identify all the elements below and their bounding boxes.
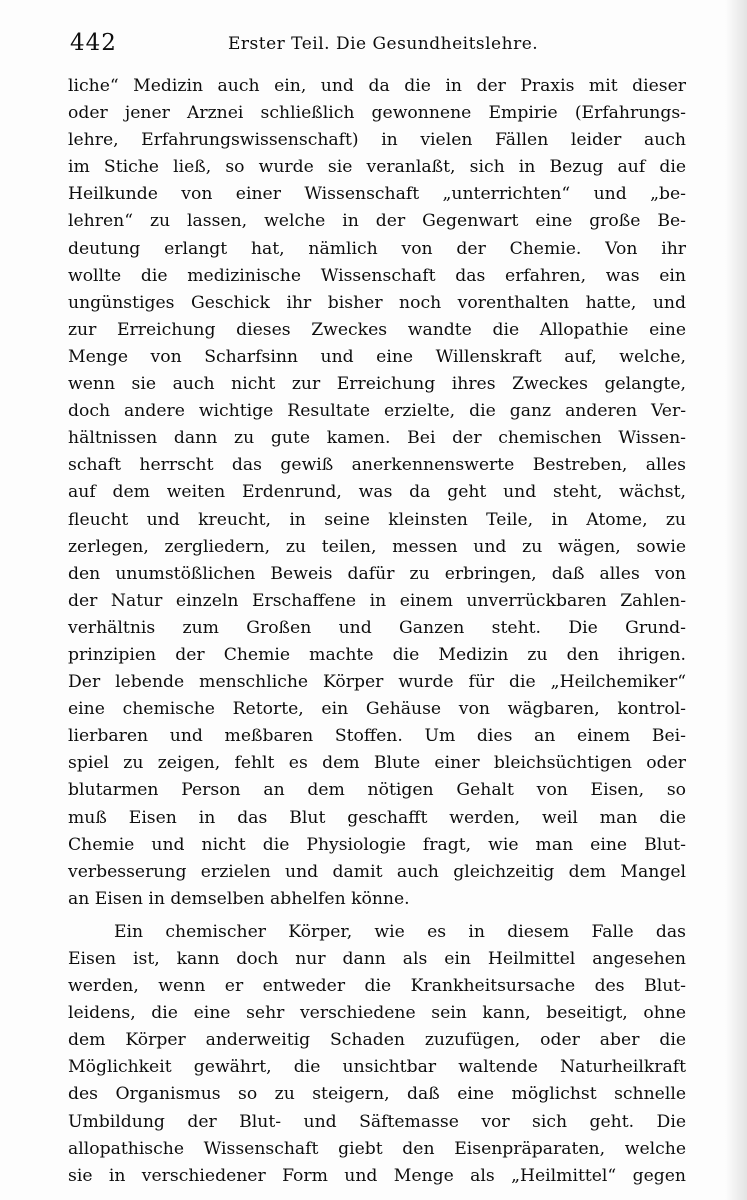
- paragraph-1: [68, 73, 686, 913]
- text-line: allopathische Wissenschaft giebt den Eisenpräparaten, welche: [68, 1138, 686, 1159]
- text-line: Chemie und nicht die Physiologie fragt, wie man eine Blut-: [68, 834, 686, 855]
- running-head: [70, 30, 690, 64]
- text-line: dem Körper anderweitig Schaden zuzufügen, oder aber die: [68, 1030, 686, 1051]
- text-line: Heilkunde von einer Wissenschaft „unterrichten“ und „be-: [68, 184, 686, 205]
- text-line: Ein chemischer Körper, wie es in diesem Falle das: [114, 921, 686, 942]
- text-line: ungünstiges Geschick ihr bisher noch vorenthalten hatte, und: [68, 292, 686, 313]
- running-head-title: Erster Teil. Die Gesundheitslehre.: [228, 34, 539, 54]
- text-line: eine chemische Retorte, ein Gehäuse von wägbaren, kontrol-: [68, 699, 686, 720]
- text-line: auf dem weiten Erdenrund, was da geht und steht, wächst,: [68, 482, 686, 503]
- text-line: prinzipien der Chemie machte die Medizin zu den ihrigen.: [68, 644, 686, 665]
- text-line: liche“ Medizin auch ein, und da die in der Praxis mit dieser: [68, 76, 686, 96]
- text-line: Eisen ist, kann doch nur dann als ein Heilmittel angesehen: [68, 949, 686, 969]
- text-line: Umbildung der Blut- und Säftemasse vor sich geht. Die: [68, 1111, 686, 1132]
- text-line: lehren“ zu lassen, welche in der Gegenwart eine große Be-: [68, 211, 686, 232]
- page-number: 442: [70, 30, 117, 56]
- text-line: Menge von Scharfsinn und eine Willenskraft auf, welche,: [68, 346, 686, 367]
- text-line: verhältnis zum Großen und Ganzen steht. Die Grund-: [68, 617, 686, 638]
- text-line: schaft herrscht das gewiß anerkennenswerte Bestreben, alles: [68, 455, 686, 476]
- page-edge-shadow: [725, 0, 747, 1200]
- text-line: Der lebende menschliche Körper wurde für die „Heilchemiker“: [68, 672, 686, 693]
- text-line: fleucht und kreucht, in seine kleinsten Teile, in Atome, zu: [68, 509, 686, 530]
- text-line: hältnissen dann zu gute kamen. Bei der chemischen Wissen-: [68, 428, 686, 449]
- text-line: oder jener Arznei schließlich gewonnene Empirie (Erfahrungs-: [68, 103, 686, 124]
- text-line: leidens, die eine sehr verschiedene sein kann, beseitigt, ohne: [68, 1003, 686, 1024]
- body-text: [68, 73, 686, 1190]
- text-line: im Stiche ließ, so wurde sie veranlaßt, sich in Bezug auf die: [68, 157, 686, 178]
- text-line: verbesserung erzielen und damit auch gleichzeitig dem Mangel: [68, 861, 686, 882]
- text-line: lehre, Erfahrungswissenschaft) in vielen Fällen leider auch: [68, 130, 686, 151]
- text-line: zur Erreichung dieses Zweckes wandte die Allopathie eine: [68, 319, 686, 340]
- text-line: zerlegen, zergliedern, zu teilen, messen und zu wägen, sowie: [68, 536, 686, 557]
- text-line: wenn sie auch nicht zur Erreichung ihres Zweckes gelangte,: [68, 374, 686, 395]
- text-line: wollte die medizinische Wissenschaft das erfahren, was ein: [68, 265, 686, 286]
- text-line: spiel zu zeigen, fehlt es dem Blute einer bleichsüchtigen oder: [68, 753, 686, 774]
- text-line: deutung erlangt hat, nämlich von der Chemie. Von ihr: [68, 238, 686, 259]
- text-line: sie in verschiedener Form und Menge als „Heilmittel“ gegen: [68, 1165, 686, 1186]
- text-line: an Eisen in demselben abhelfen könne.: [68, 888, 410, 909]
- text-line: der Natur einzeln Erschaffene in einem unverrückbaren Zahlen-: [68, 590, 686, 611]
- text-line: doch andere wichtige Resultate erzielte, die ganz anderen Ver-: [68, 401, 686, 422]
- paragraph-2: [68, 919, 686, 1190]
- text-line: Möglichkeit gewährt, die unsichtbar waltende Naturheilkraft: [68, 1057, 686, 1078]
- text-line: den unumstößlichen Beweis dafür zu erbringen, daß alles von: [68, 563, 686, 584]
- text-line: muß Eisen in das Blut geschafft werden, weil man die: [68, 807, 686, 828]
- text-line: blutarmen Person an dem nötigen Gehalt von Eisen, so: [68, 780, 686, 801]
- text-line: lierbaren und meßbaren Stoffen. Um dies an einem Bei-: [68, 726, 686, 747]
- text-line: des Organismus so zu steigern, daß eine möglichst schnelle: [68, 1084, 686, 1105]
- text-line: werden, wenn er entweder die Krankheitsursache des Blut-: [68, 976, 686, 997]
